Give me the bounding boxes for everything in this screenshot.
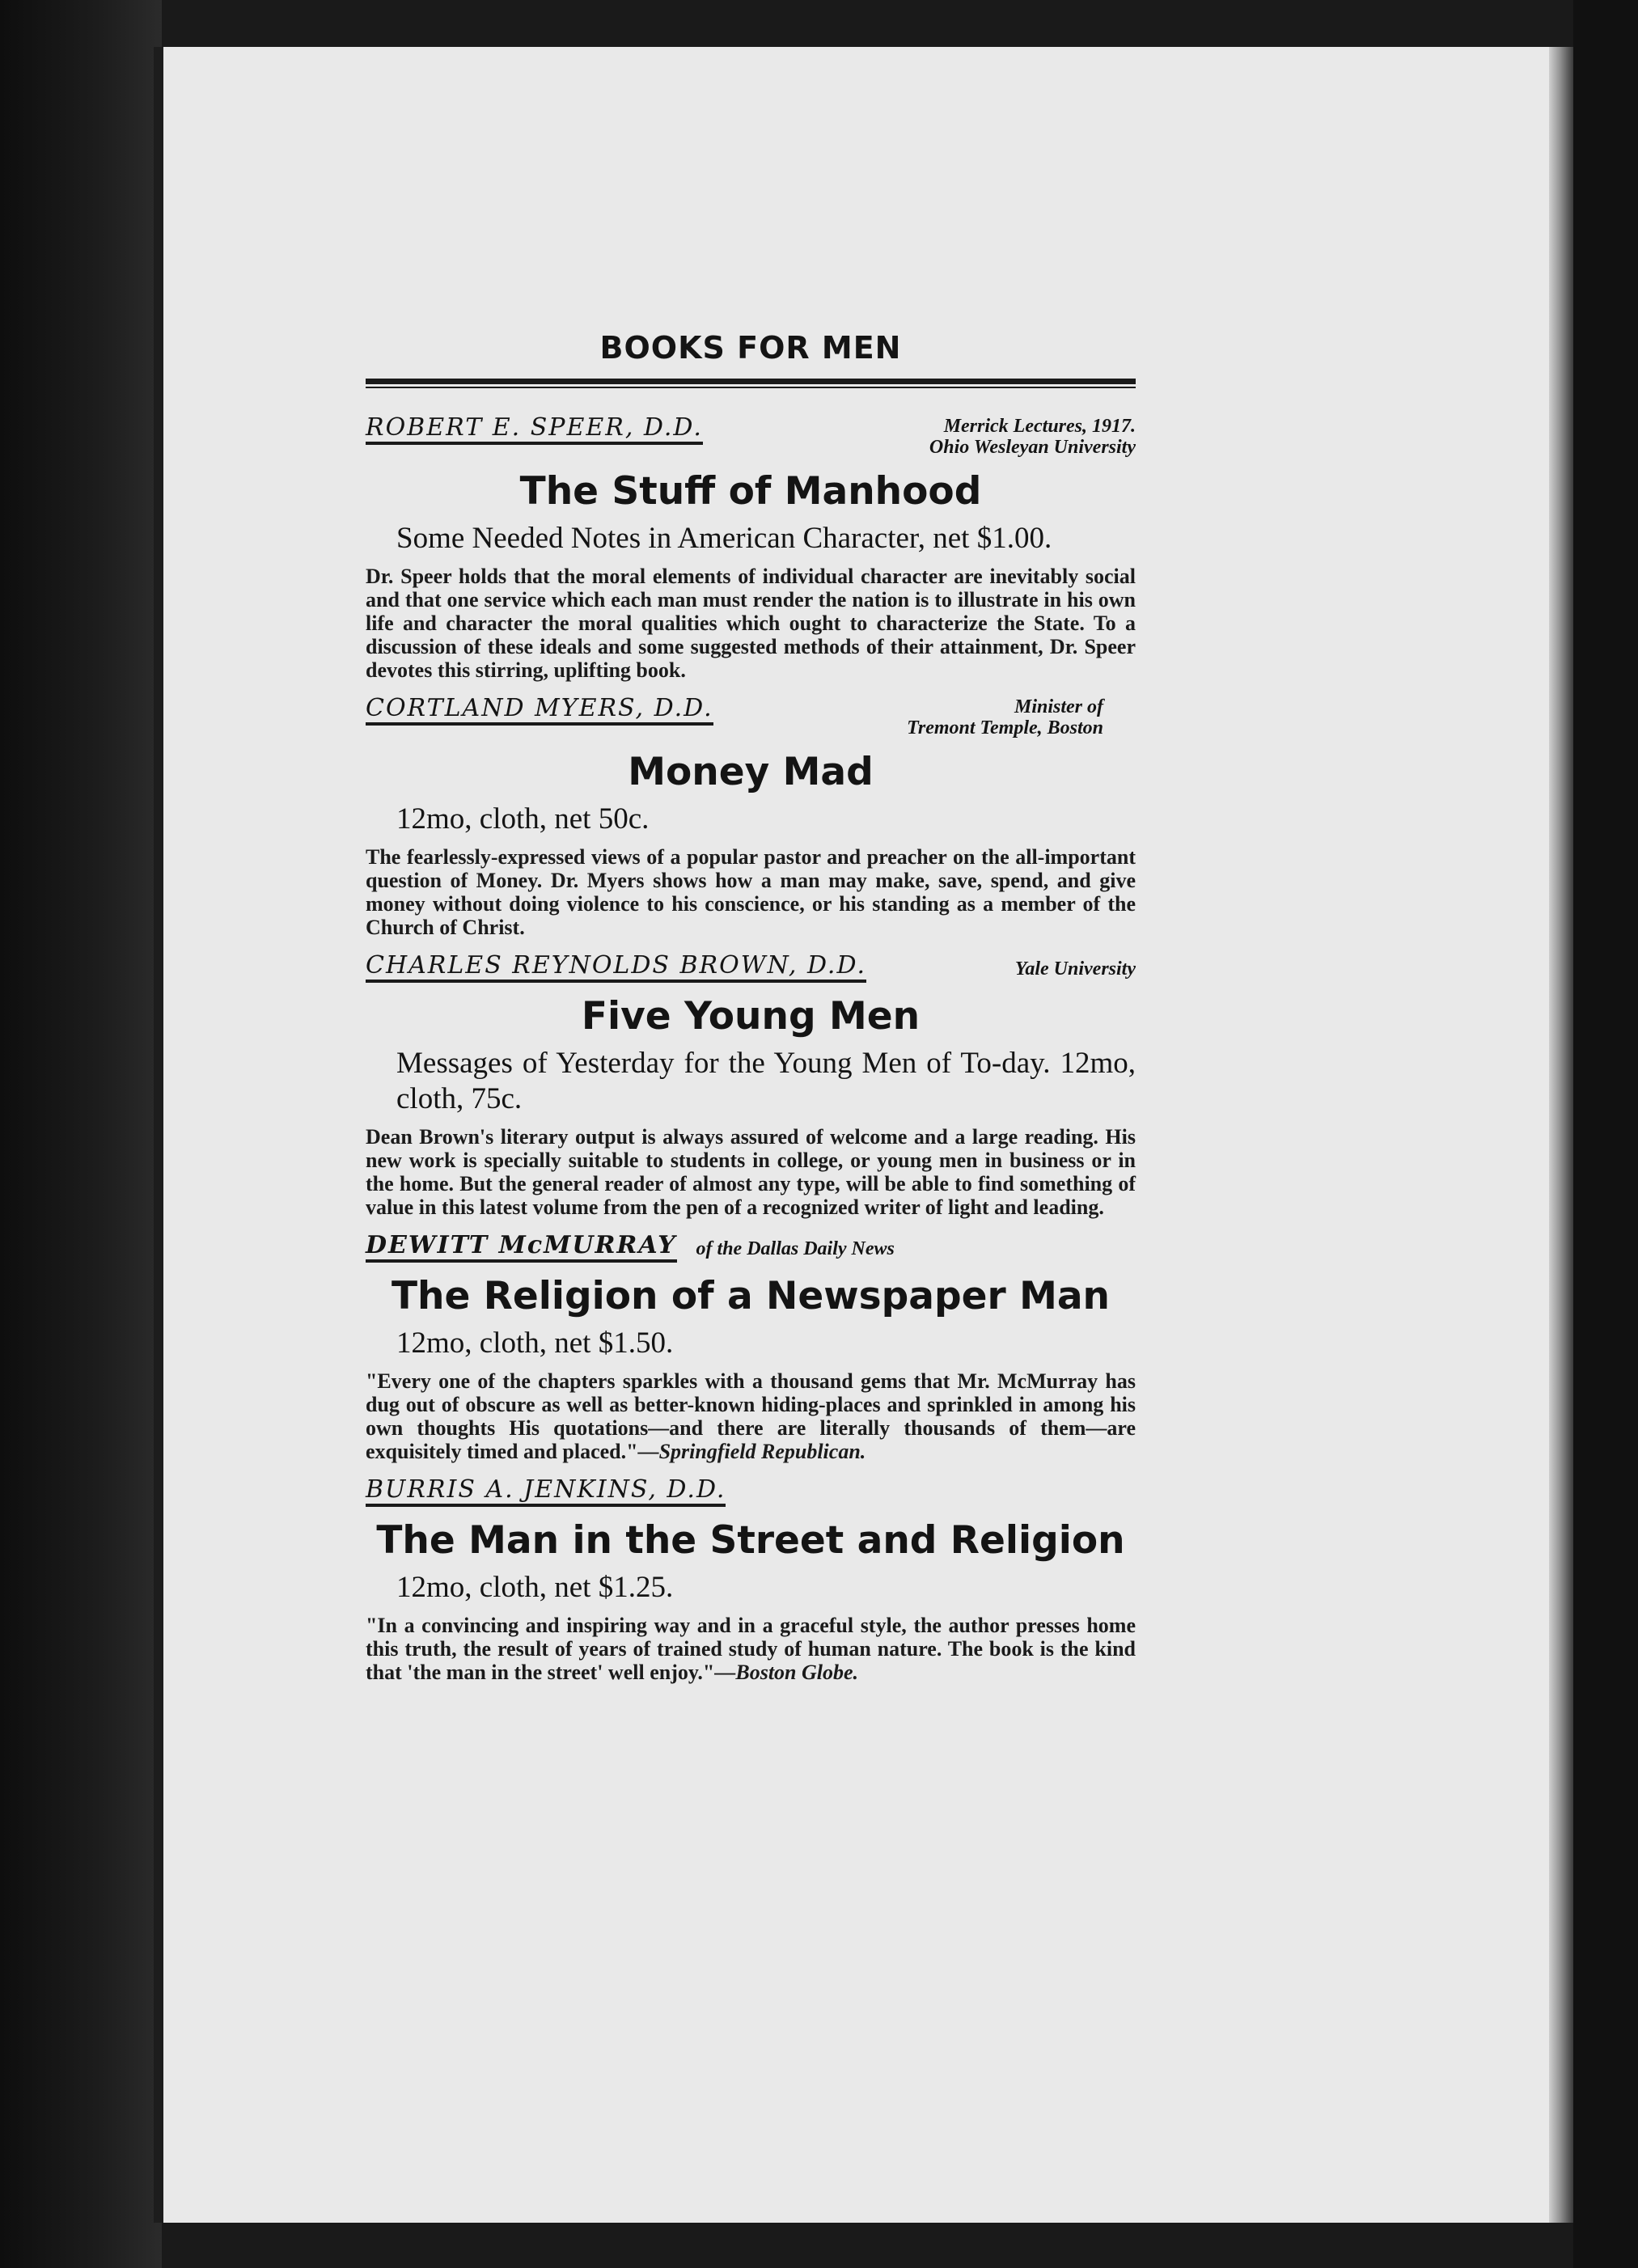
scan-background-left xyxy=(0,0,162,2268)
affiliation-line: Merrick Lectures, 1917. xyxy=(943,416,1136,437)
author-affiliation xyxy=(907,696,1136,738)
review-quote: "Every one of the chapters sparkles with a thousand gems that Mr. McMurray has dug out of obscure as well as better-known hiding-places and sprinkled in among his own thoughts His quotations—and there are literally thousands of them—are exquisitely timed and placed." xyxy=(366,1369,1136,1463)
book-title: The Stuff of Manhood xyxy=(519,469,982,514)
affiliation-line: Ohio Wesleyan University xyxy=(929,437,1136,458)
book-entry-five-young-men xyxy=(366,951,1136,1219)
author-affiliation xyxy=(1015,954,1136,980)
book-entry-money-mad xyxy=(366,696,1136,939)
book-entry-stuff-of-manhood xyxy=(366,413,1136,682)
byline xyxy=(366,413,1136,458)
author-name: DEWITT McMURRAY xyxy=(366,1233,677,1263)
scan-background-right xyxy=(1573,0,1638,2268)
book-description: Dr. Speer holds that the moral elements of individual character are inevitably social and that one service which each man must render the nation is to illustrate in his own life and character the moral qualities which ought to characterize the State. To a discussion of these ideals and some suggested methods of their attainment, Dr. Speer devotes this stirring, uplifting book. xyxy=(366,565,1136,682)
book-description xyxy=(366,1369,1136,1463)
book-details: 12mo, cloth, net $1.25. xyxy=(396,1571,674,1604)
book-title: Five Young Men xyxy=(581,994,921,1039)
byline xyxy=(366,1233,1136,1263)
book-details: 12mo, cloth, net $1.50. xyxy=(396,1327,674,1360)
affiliation-line: Tremont Temple, Boston xyxy=(907,717,1103,738)
book-description: Dean Brown's literary output is always assured of welcome and a large reading. His new work is specially suitable to students in college, or young men in business or in the home. But the general reader of almost any type, will be able to find something of value in this latest volume from the pen of a recognized writer of light and leading. xyxy=(366,1125,1136,1219)
book-details: Messages of Yesterday for the Young Men of To-day. 12mo, cloth, 75c. xyxy=(396,1047,1136,1115)
affiliation-line: Yale University xyxy=(1014,958,1136,980)
book-entry-man-in-the-street xyxy=(366,1475,1136,1684)
book-title: The Man in the Street and Religion xyxy=(376,1518,1125,1563)
author-name: CORTLAND MYERS, D.D. xyxy=(366,696,713,726)
byline xyxy=(366,696,1136,738)
book-description xyxy=(366,1614,1136,1684)
book-details: Some Needed Notes in American Character, net $1.00. xyxy=(396,522,1052,555)
review-source: —Boston Globe. xyxy=(714,1661,859,1684)
author-affiliation xyxy=(929,416,1136,458)
page-edge xyxy=(1549,47,1573,2223)
review-source: —Springfield Republican. xyxy=(637,1440,866,1463)
book-title: The Religion of a Newspaper Man xyxy=(391,1274,1111,1318)
book-details: 12mo, cloth, net 50c. xyxy=(396,802,650,836)
byline xyxy=(366,951,1136,983)
author-name: CHARLES REYNOLDS BROWN, D.D. xyxy=(366,954,866,983)
page-heading: BOOKS FOR MEN xyxy=(599,330,902,366)
book-entry-religion-of-a-newspaper-man xyxy=(366,1233,1136,1463)
affiliation-line: of the Dallas Daily News xyxy=(696,1238,895,1259)
author-affiliation xyxy=(696,1233,895,1259)
heading-rule xyxy=(366,379,1136,388)
author-name: ROBERT E. SPEER, D.D. xyxy=(366,416,703,445)
affiliation-line: Minister of xyxy=(1014,696,1103,717)
advertisement-content xyxy=(366,330,1136,1699)
byline xyxy=(366,1475,1136,1507)
book-description: The fearlessly-expressed views of a popular pastor and preacher on the all-important question of Money. Dr. Myers shows how a man may make, save, spend, and give money without doing violence to his conscience, or his standing as a member of the Church of Christ. xyxy=(366,845,1136,939)
author-name: BURRIS A. JENKINS, D.D. xyxy=(366,1478,726,1507)
book-title: Money Mad xyxy=(628,750,874,794)
review-quote: "In a convincing and inspiring way and in a graceful style, the author presses home this truth, the result of years of trained study of human nature. The book is the kind that 'the man in the street' well enjoy." xyxy=(366,1614,1136,1684)
